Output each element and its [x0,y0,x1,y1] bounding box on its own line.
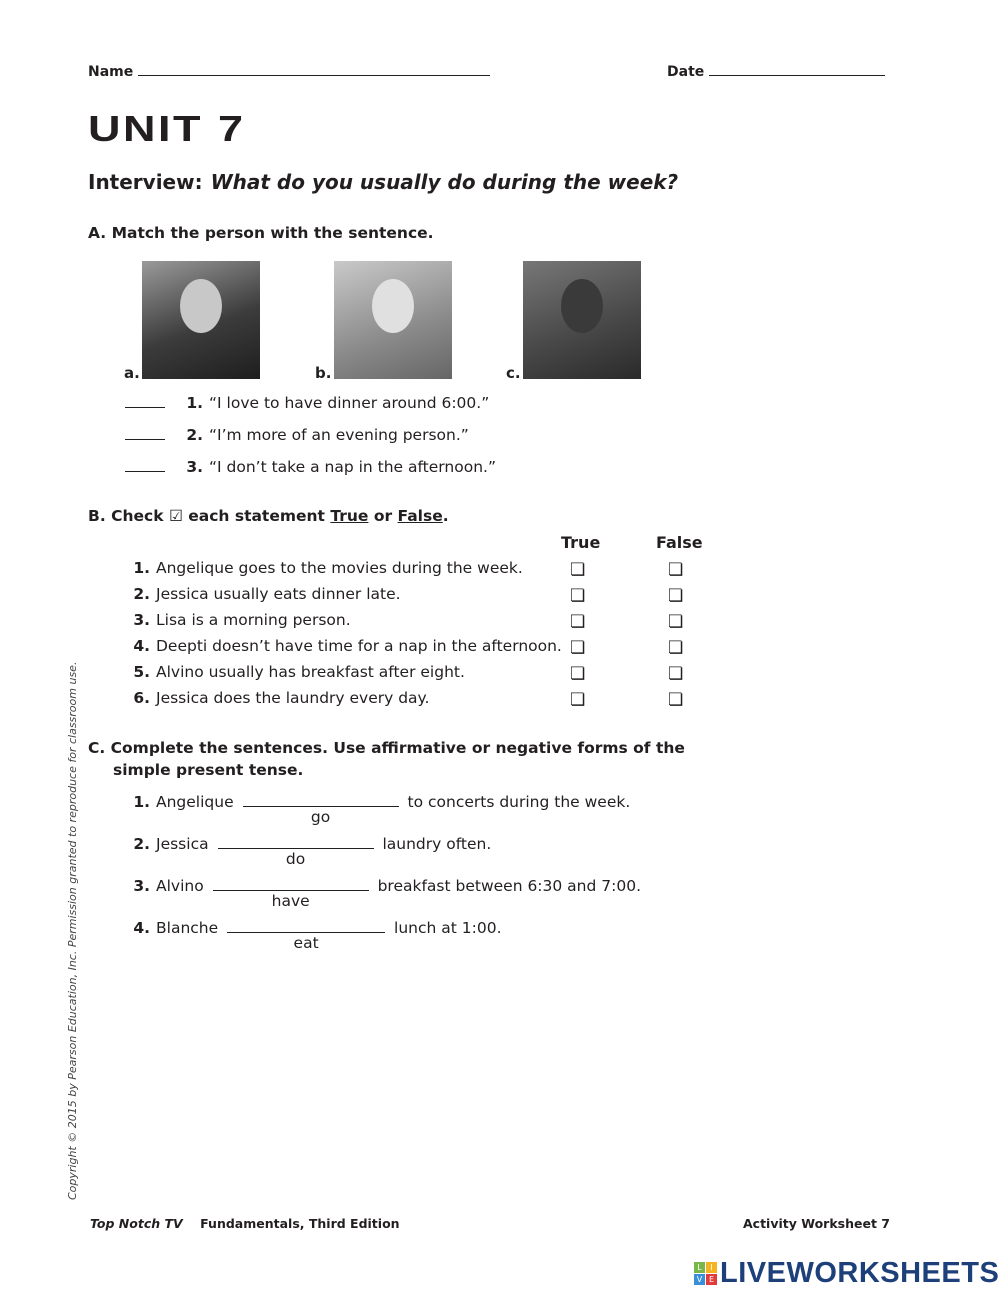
logo-letter: V [694,1274,705,1285]
sentence-subject: Angelique [156,793,234,811]
worksheet-label: Activity Worksheet 7 [743,1216,890,1231]
photo-b [334,261,452,379]
item-number: 6. [133,689,150,707]
sentence-row [130,834,492,868]
col-false-header: False [656,533,703,552]
item-number: 1. [133,793,150,811]
verb-hint: go [310,808,331,826]
true-checkbox[interactable]: ❏ [570,586,586,606]
false-word: False [397,507,443,525]
sentence-subject: Blanche [156,919,219,937]
statement-row [130,611,351,629]
heading-text: each statement [188,507,325,525]
statement-text: Lisa is a morning person. [156,611,351,629]
false-checkbox[interactable]: ❏ [668,638,684,658]
heading-text: or [373,507,393,525]
date-line[interactable] [709,75,885,76]
false-checkbox[interactable]: ❏ [668,560,684,580]
statement-row [130,637,562,655]
verb-hint: do [285,850,306,868]
liveworksheets-logo [694,1257,999,1290]
sentence-row [130,792,631,826]
live-logo-icon [694,1262,717,1285]
sentence-row [130,876,642,910]
photo-c [523,261,641,379]
answer-blank[interactable] [227,918,385,952]
item-number: 5. [133,663,150,681]
statement-row [130,559,523,577]
answer-blank[interactable] [125,439,165,440]
heading-text: B. Check [88,507,164,525]
heading-text: . [442,507,449,525]
brand-name: LIVEWORKSHEETS [720,1257,1000,1289]
false-checkbox[interactable]: ❏ [668,586,684,606]
name-field [88,64,490,80]
item-number: 2. [133,835,150,853]
true-checkbox[interactable]: ❏ [570,690,586,710]
item-number: 1. [186,394,203,412]
sentence-subject: Jessica [156,835,209,853]
sentence-rest: breakfast between 6:30 and 7:00. [377,877,642,895]
section-c-heading-cont: simple present tense. [113,761,304,779]
false-checkbox[interactable]: ❏ [668,612,684,632]
answer-blank[interactable] [218,834,374,868]
unit-title: UNIT 7 [88,108,246,149]
item-number: 1. [133,559,150,577]
copyright-notice: Copyright © 2015 by Pearson Education, Inc. Permission granted to reproduce for classroom use. [66,661,79,1200]
section-c-heading: C. Complete the sentences. Use affirmative or negative forms of the [88,739,685,757]
col-true-header: True [561,533,601,552]
photo-a [142,261,260,379]
logo-letter: L [694,1262,705,1273]
photo-label-b: b. [315,364,332,382]
true-checkbox[interactable]: ❏ [570,612,586,632]
match-item [125,394,489,412]
statement-text: Alvino usually has breakfast after eight. [156,663,465,681]
logo-letter: E [706,1274,717,1285]
true-checkbox[interactable]: ❏ [570,664,586,684]
item-number: 3. [133,611,150,629]
logo-letter: I [706,1262,717,1273]
sentence-rest: lunch at 1:00. [394,919,502,937]
item-number: 3. [133,877,150,895]
date-label: Date [667,64,705,80]
date-field [667,64,885,80]
series-name: Top Notch TV [90,1216,183,1231]
statement-row [130,585,401,603]
section-b-heading [88,507,449,525]
answer-blank[interactable] [125,407,165,408]
edition: Fundamentals, Third Edition [200,1216,400,1231]
name-line[interactable] [138,75,490,76]
interview-label: Interview: [88,170,203,194]
statement-row [130,689,429,707]
verb-hint: eat [293,934,319,952]
sentence-subject: Alvino [156,877,204,895]
sentence-rest: to concerts during the week. [407,793,631,811]
name-label: Name [88,64,134,80]
verb-hint: have [271,892,310,910]
answer-blank[interactable] [125,471,165,472]
statement-text: Deepti doesn’t have time for a nap in the afternoon. [156,637,562,655]
statement-text: Jessica usually eats dinner late. [156,585,401,603]
statement-row [130,663,465,681]
item-number: 2. [186,426,203,444]
true-word: True [330,507,369,525]
checkmark-icon: ☑ [168,507,183,525]
photo-label-c: c. [506,364,521,382]
statement-text: Angelique goes to the movies during the week. [156,559,523,577]
answer-blank[interactable] [243,792,399,826]
true-checkbox[interactable]: ❏ [570,638,586,658]
match-item [125,458,496,476]
item-text: “I love to have dinner around 6:00.” [209,394,490,412]
interview-title [88,170,678,194]
item-number: 3. [186,458,203,476]
sentence-row [130,918,502,952]
footer-left [90,1216,400,1231]
false-checkbox[interactable]: ❏ [668,664,684,684]
interview-question: What do you usually do during the week? [210,170,679,194]
match-item [125,426,469,444]
true-checkbox[interactable]: ❏ [570,560,586,580]
sentence-rest: laundry often. [382,835,492,853]
section-a-heading: A. Match the person with the sentence. [88,224,434,242]
false-checkbox[interactable]: ❏ [668,690,684,710]
item-text: “I don’t take a nap in the afternoon.” [209,458,496,476]
item-number: 4. [133,919,150,937]
photo-label-a: a. [124,364,140,382]
item-number: 4. [133,637,150,655]
item-number: 2. [133,585,150,603]
item-text: “I’m more of an evening person.” [209,426,469,444]
statement-text: Jessica does the laundry every day. [156,689,430,707]
answer-blank[interactable] [213,876,369,910]
